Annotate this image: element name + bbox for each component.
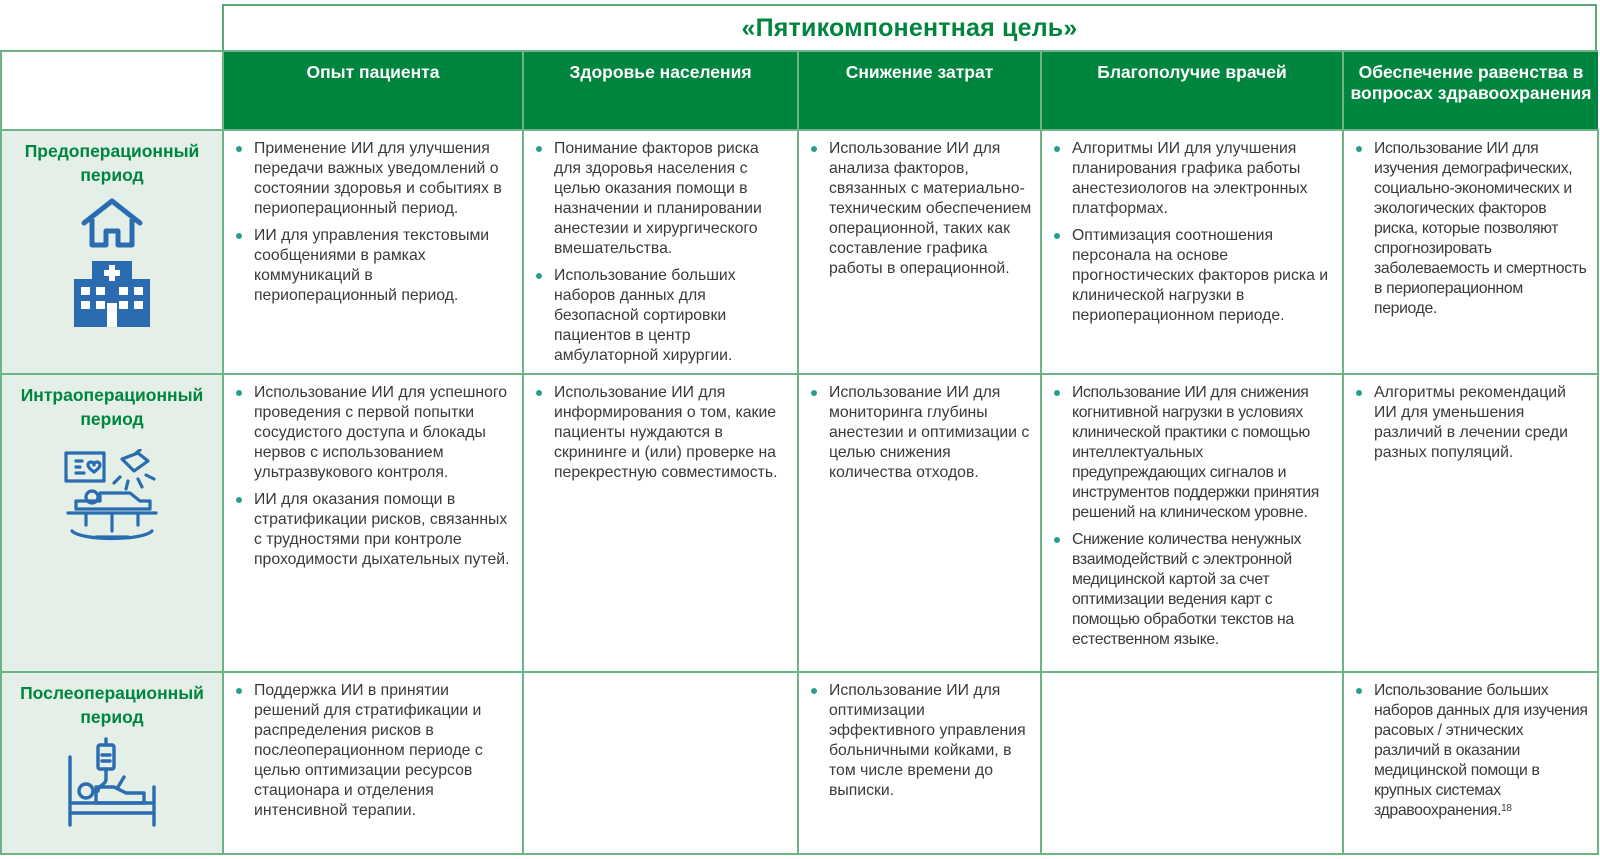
- list-item: Оптимизация соотношения персонала на основе прогностических факторов риска и клинической нагрузки в периоперационном периоде.: [1054, 226, 1334, 326]
- hospital-icon: [74, 261, 150, 327]
- table-row-preoperative: [1, 130, 1598, 374]
- home-icon: [79, 197, 145, 249]
- header-row: [1, 51, 1598, 130]
- column-header-health-equity: Обеспечение равенства в вопросах здравоохранения: [1343, 51, 1598, 130]
- phase-cell-postoperative: [1, 672, 223, 854]
- table-title: «Пятикомпонентная цель»: [741, 13, 1078, 42]
- cell-postop-clinician-wellbeing-empty: [1041, 672, 1343, 854]
- list-item: Использование ИИ для изучения демографических, социально-экономических и экологических факторов риска, которые позволяют спрогнозировать заболеваемость и смертность в периоперационном периоде.: [1356, 139, 1589, 319]
- list-item: Использование ИИ для снижения когнитивной нагрузки в условиях клинической практики с помощью интеллектуальных предупреждающих сигналов и инструментов поддержки принятия решений на клиническом уровне.: [1054, 383, 1334, 523]
- cell-preop-population-health: [523, 130, 798, 374]
- list-item: ИИ для оказания помощи в стратификации рисков, связанных с трудностями при контроле проходимости дыхательных путей.: [236, 490, 514, 570]
- column-header-population-health: Здоровье населения: [523, 51, 798, 130]
- list-item: Снижение количества ненужных взаимодействий с электронной медицинской картой за счет оптимизации ведения карт с помощью обработки текстов на естественном языке.: [1054, 530, 1334, 650]
- list-item: Использование ИИ для успешного проведения с первой попытки сосудистого доступа и блокады нервов с использованием ультразвукового контроля.: [236, 383, 514, 483]
- phase-cell-intraoperative: [1, 374, 223, 672]
- table-title-box: [222, 4, 1597, 50]
- cell-intraop-health-equity: [1343, 374, 1598, 672]
- list-item: Поддержка ИИ в принятии решений для стратификации и распределения рисков в послеоперационном периоде с целью оптимизации ресурсов стационара и отделения интенсивной терапии.: [236, 681, 514, 821]
- list-item: Алгоритмы рекомендаций ИИ для уменьшения различий в лечении среди разных популяций.: [1356, 383, 1589, 463]
- cell-intraop-population-health: [523, 374, 798, 672]
- list-item: Использование больших наборов данных для безопасной сортировки пациентов в центр амбулаторной хирургии.: [536, 266, 789, 366]
- table-row-intraoperative: [1, 374, 1598, 672]
- cell-preop-clinician-wellbeing: [1041, 130, 1343, 374]
- cell-intraop-cost-reduction: [798, 374, 1041, 672]
- list-item: [1356, 681, 1589, 821]
- operating-room-icon: [62, 449, 162, 545]
- cell-intraop-clinician-wellbeing: [1041, 374, 1343, 672]
- list-item: Использование ИИ для анализа факторов, связанных с материально-техническим обеспечением операционной, таких как составление графика работы в операционной.: [811, 139, 1032, 279]
- cell-postop-health-equity: [1343, 672, 1598, 854]
- list-item: Использование ИИ для мониторинга глубины анестезии и оптимизации с целью снижения количества отходов.: [811, 383, 1032, 483]
- column-header-cost-reduction: Снижение затрат: [798, 51, 1041, 130]
- column-header-patient-experience: Опыт пациента: [223, 51, 523, 130]
- column-header-clinician-wellbeing: Благополучие врачей: [1041, 51, 1343, 130]
- list-item: Использование ИИ для оптимизации эффективного управления больничными койками, в том числе времени до выписки.: [811, 681, 1032, 801]
- cell-postop-patient-experience: [223, 672, 523, 854]
- list-item-text: Использование больших наборов данных для изучения расовых / этнических различий в оказании медицинской помощи в крупных системах здравоохранения.: [1374, 682, 1588, 819]
- hospital-bed-iv-icon: [66, 737, 158, 827]
- cell-preop-patient-experience: [223, 130, 523, 374]
- cell-preop-cost-reduction: [798, 130, 1041, 374]
- cell-preop-health-equity: [1343, 130, 1598, 374]
- corner-cell: [1, 51, 223, 130]
- phase-title: Интраоперационный период: [20, 385, 204, 429]
- list-item: Применение ИИ для улучшения передачи важных уведомлений о состоянии здоровья и событиях в периоперационный период.: [236, 139, 514, 219]
- list-item: Понимание факторов риска для здоровья населения с целью оказания помощи в назначении и планировании анестезии и хирургического вмешательства.: [536, 139, 789, 259]
- footnote-ref: 18: [1501, 803, 1512, 814]
- cell-postop-population-health-empty: [523, 672, 798, 854]
- phase-title: Предоперационный период: [24, 141, 200, 185]
- phase-title: Послеоперационный период: [20, 683, 204, 727]
- five-aim-table-figure: [0, 4, 1597, 858]
- list-item: Использование ИИ для информирования о том, какие пациенты нуждаются в скрининге и (или) проверке на перекрестную совместимость.: [536, 383, 789, 483]
- table-row-postoperative: [1, 672, 1598, 854]
- list-item: ИИ для управления текстовыми сообщениями в рамках коммуникаций в периоперационный период.: [236, 226, 514, 306]
- five-aim-table: [0, 50, 1599, 855]
- cell-intraop-patient-experience: [223, 374, 523, 672]
- cell-postop-cost-reduction: [798, 672, 1041, 854]
- phase-cell-preoperative: [1, 130, 223, 374]
- list-item: Алгоритмы ИИ для улучшения планирования графика работы анестезиологов на электронных платформах.: [1054, 139, 1334, 219]
